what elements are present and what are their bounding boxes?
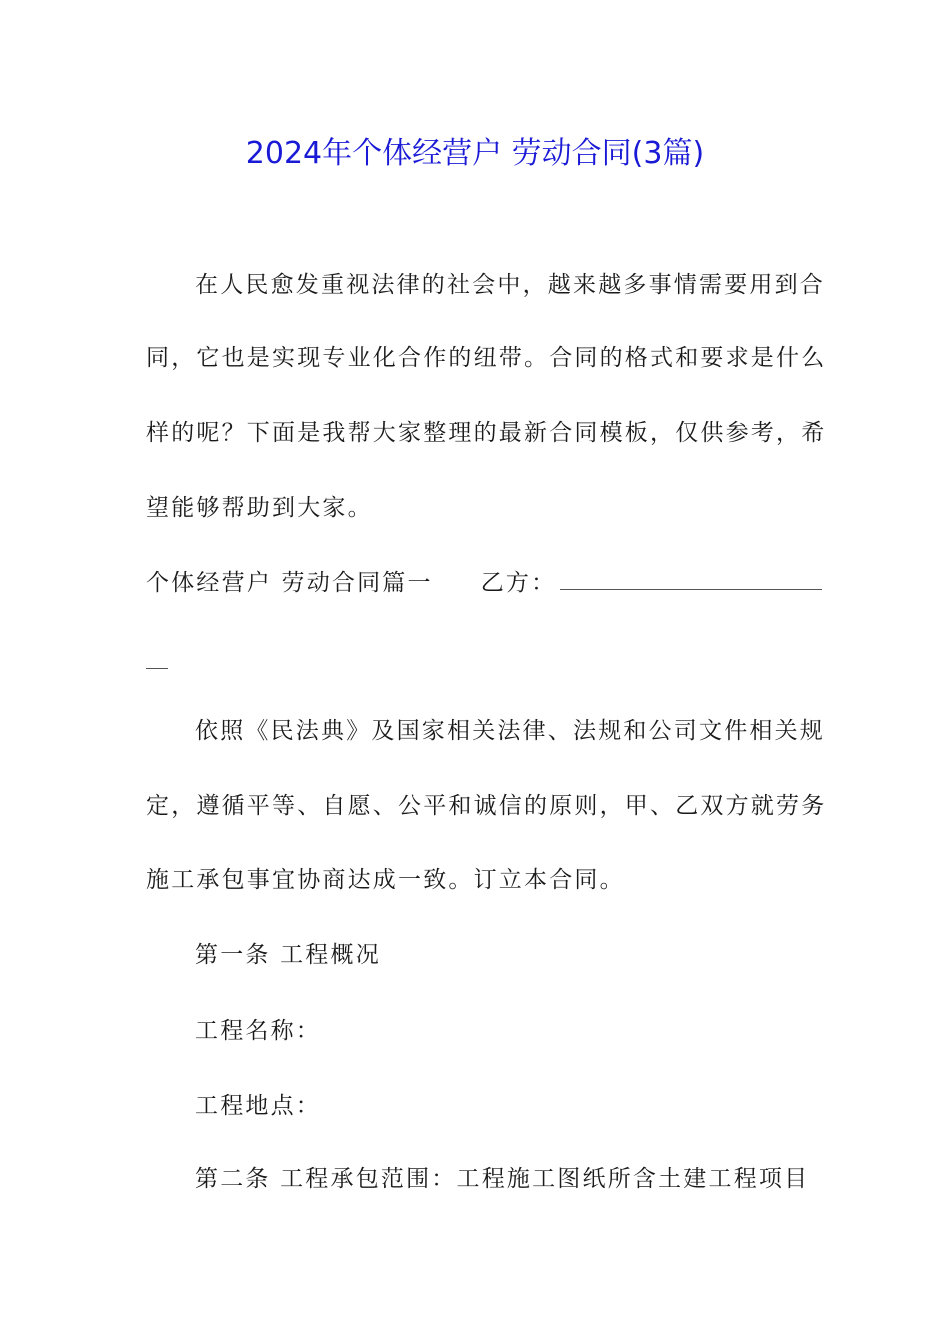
intro-line-4: 望能够帮助到大家。 — [146, 495, 373, 521]
intro-line-2: 同，它也是实现专业化合作的纽带。合同的格式和要求是什么 — [146, 345, 827, 371]
article-1-heading: 第一条 工程概况 — [195, 942, 381, 968]
section-heading: 个体经营户 劳动合同篇一 — [146, 570, 433, 596]
section-heading-row — [146, 568, 822, 598]
party-b-blank — [560, 569, 822, 590]
basis-line-1: 依照《民法典》及国家相关法律、法规和公司文件相关规 — [195, 718, 825, 744]
document-title: 2024年个体经营户 劳动合同(3篇) — [245, 136, 705, 171]
project-location-label: 工程地点： — [195, 1093, 321, 1119]
article-2-heading: 第二条 工程承包范围：工程施工图纸所含土建工程项目 — [195, 1166, 810, 1192]
party-b-label: 乙方： — [480, 570, 557, 596]
basis-line-3: 施工承包事宜协商达成一致。订立本合同。 — [146, 867, 625, 893]
party-b-blank-continuation — [146, 668, 168, 669]
intro-line-1: 在人民愈发重视法律的社会中，越来越多事情需要用到合 — [195, 272, 825, 298]
project-name-label: 工程名称： — [195, 1018, 321, 1044]
intro-line-3: 样的呢？下面是我帮大家整理的最新合同模板，仅供参考，希 — [146, 420, 827, 446]
basis-line-2: 定，遵循平等、自愿、公平和诚信的原则，甲、乙双方就劳务 — [146, 793, 827, 819]
